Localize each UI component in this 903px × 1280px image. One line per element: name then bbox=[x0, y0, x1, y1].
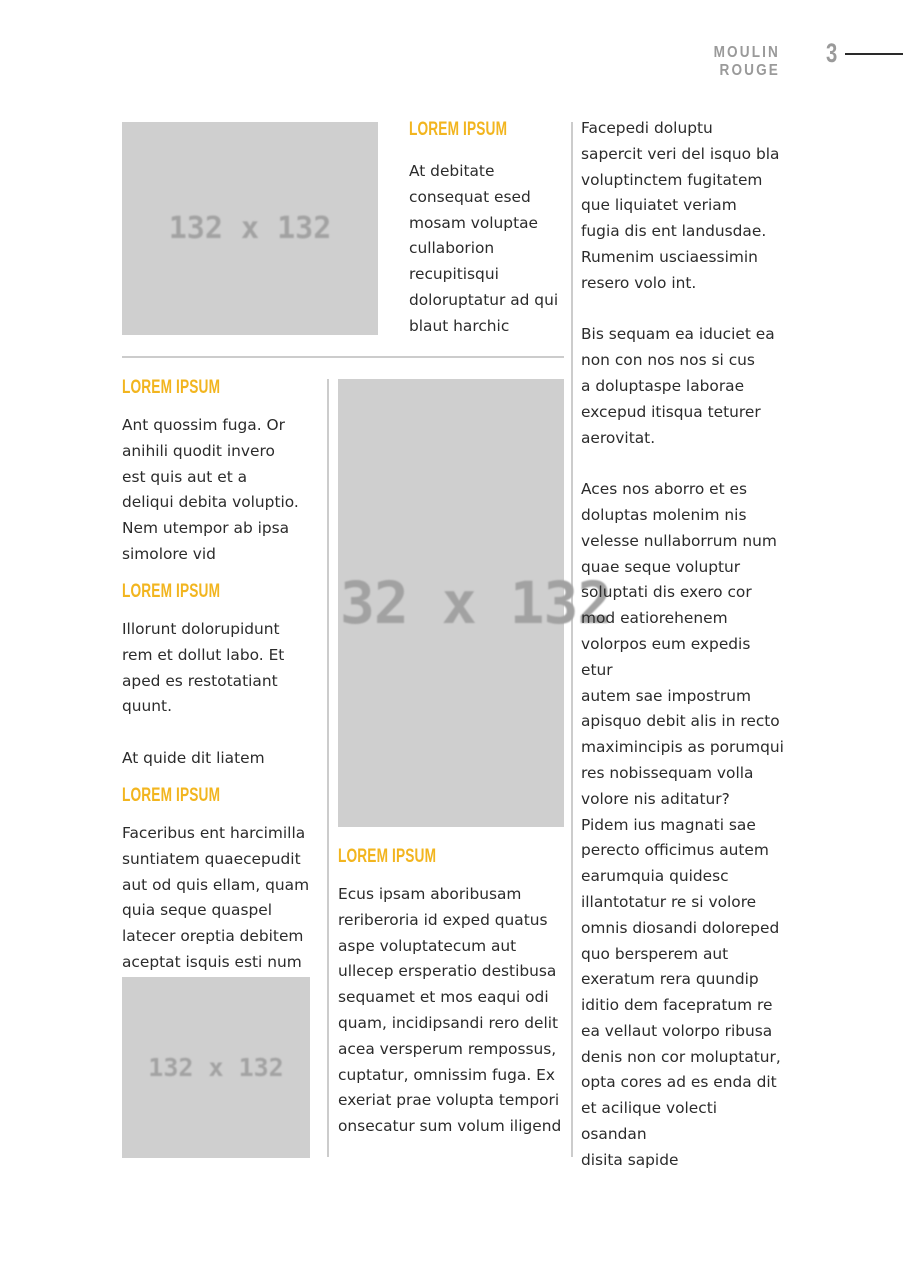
section-heading-left-2: LOREM IPSUM bbox=[122, 581, 221, 602]
body-text-middle: Ecus ipsam aboribusam reriberoria id exped quatus aspe voluptatecum aut ullecep ersperatio destibusa sequamet et mos eaqui odi quam, incidipsandi rero delit acea versperum rempossus, cuptatur, omnissim fuga. Ex exeriat prae volupta tempori onsecatur sum volum iligend bbox=[338, 885, 562, 1136]
column-divider-left bbox=[327, 379, 329, 1157]
section-heading-left-3: LOREM IPSUM bbox=[122, 785, 221, 806]
section-heading-left-1: LOREM IPSUM bbox=[122, 377, 221, 398]
body-text-left-2: Illorunt dolorupidunt rem et dollut labo. Et aped es restotatiant quunt. At quide dit liatem bbox=[122, 620, 285, 767]
body-text-left-3: Faceribus ent harcimilla suntiatem quaecepudit aut od quis ellam, quam quia seque quaspel latecer oreptia debitem aceptat isquis esti num bbox=[122, 824, 310, 971]
body-text-top: At debitate consequat esed mosam voluptae cullaborion recupitisqui doloruptatur ad qui blaut harchic bbox=[409, 162, 559, 335]
image-placeholder-label: 132 x 132 bbox=[168, 211, 332, 246]
section-heading-middle: LOREM IPSUM bbox=[338, 846, 437, 867]
image-placeholder-bottom-left bbox=[122, 977, 310, 1158]
header-rule bbox=[845, 53, 903, 55]
page-number: 3 bbox=[826, 38, 838, 68]
body-text-left-1: Ant quossim fuga. Or anihili quodit invero est quis aut et a deliqui debita voluptio. Nem utempor ab ipsa simolore vid bbox=[122, 416, 299, 563]
body-text-right: Facepedi doluptu sapercit veri del isquo bla voluptinctem fugitatem que liquiatet veriam fugia dis ent landusdae. Rumenim usciaessimin resero volo int. Bis sequam ea iduciet ea non con nos nos si cus a doluptaspe laborae excepud itisqua teturer aerovitat. Aces nos aborro et es doluptas molenim nis velesse nullaborrum num quae seque voluptur soluptati dis exero cor mod eatiorehenem volorpos eum expedis etur autem sae impostrum apisquo debit alis in recto maximincipis as porumqui res nobissequam volla volore nis aditatur? Pidem ius magnati sae perecto officimus autem earumquia quidesc illantotatur re si volore omnis diosandi doloreped quo bersperem aut exeratum rera quundip iditio dem facepratum re ea vellaut volorpo ribusa denis non cor moluptatur, opta cores ad es enda dit et acilique volecti osandan disita sapide bbox=[581, 119, 784, 1169]
horizontal-divider bbox=[122, 356, 564, 358]
image-placeholder-label: 32 x 132 bbox=[340, 569, 612, 637]
section-heading-top: LOREM IPSUM bbox=[409, 119, 508, 140]
image-placeholder-label: 132 x 132 bbox=[148, 1053, 284, 1082]
running-header-title: MOULIN ROUGE bbox=[713, 44, 780, 79]
image-placeholder-middle bbox=[338, 379, 612, 827]
image-placeholder-top bbox=[122, 122, 378, 335]
column-divider-right bbox=[571, 122, 573, 1157]
